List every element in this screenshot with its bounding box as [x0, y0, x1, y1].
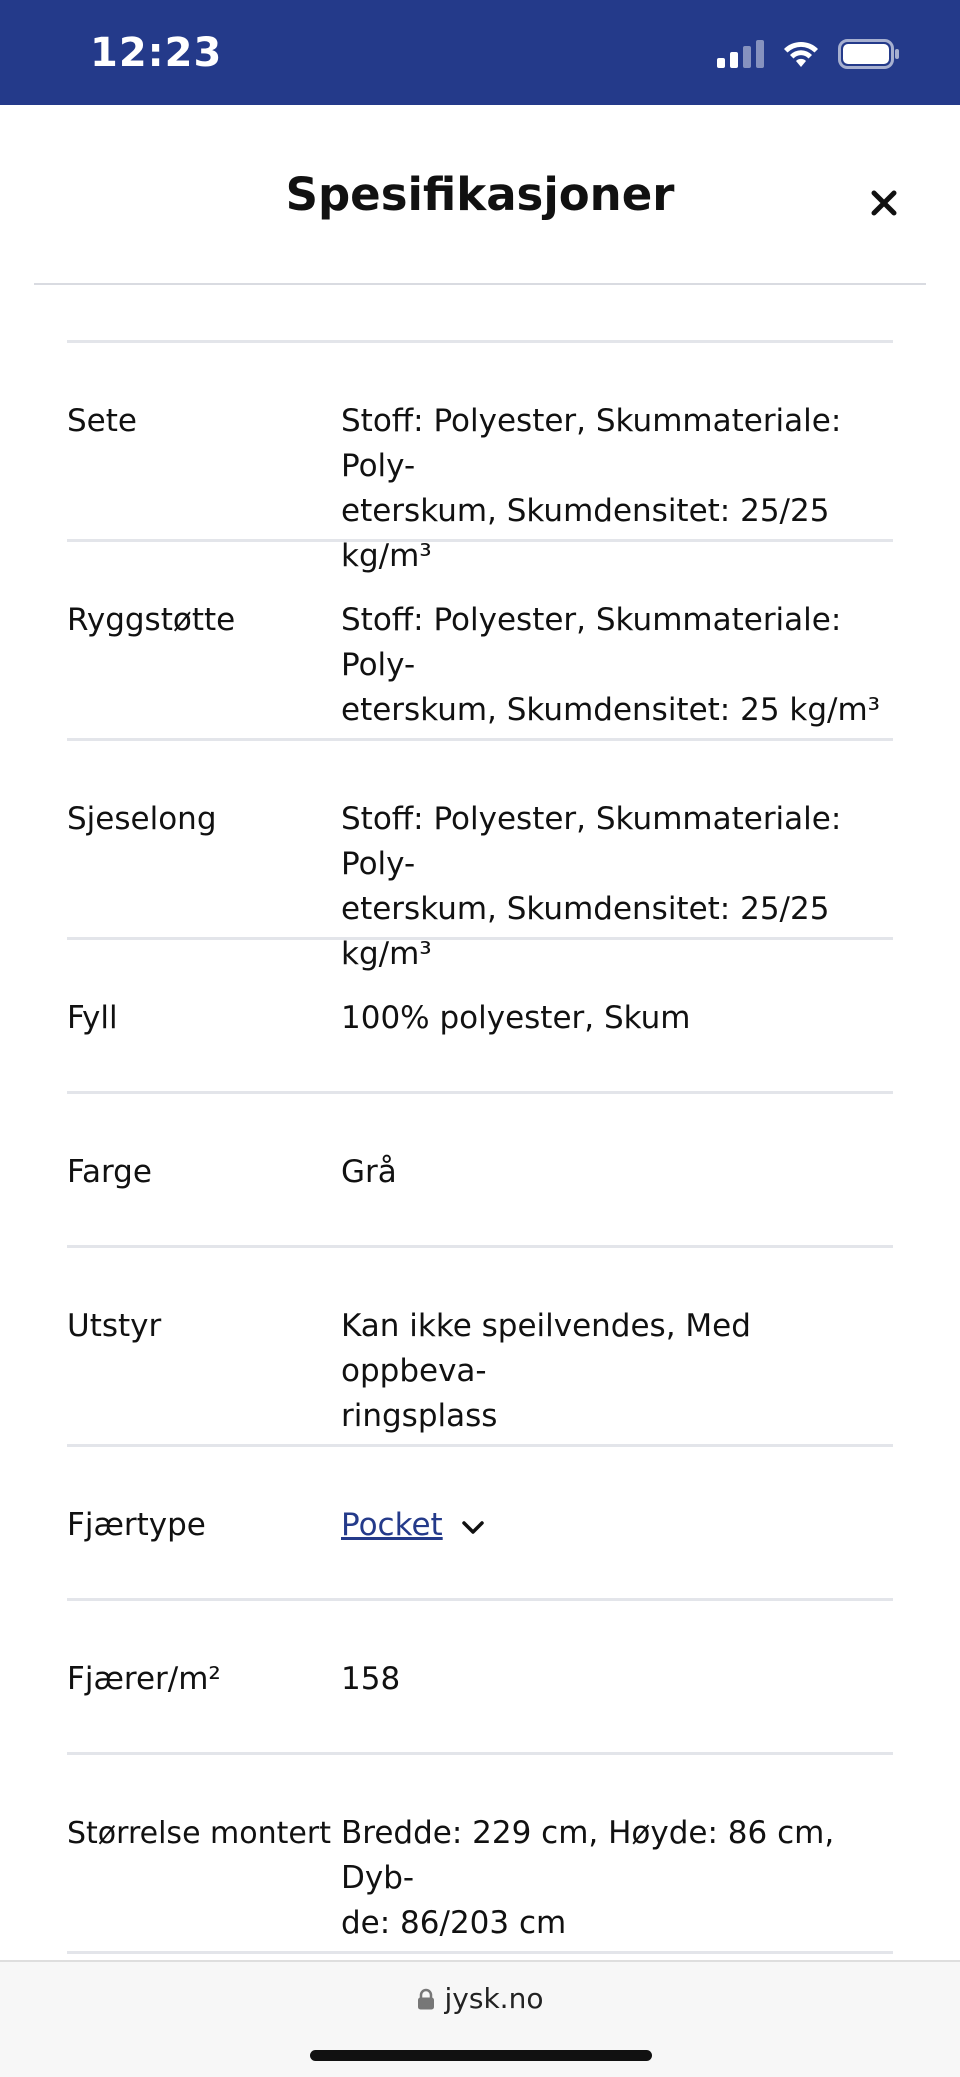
spec-value-line: Kan ikke speilvendes, Med oppbeva- [341, 1308, 751, 1389]
spec-row-sjeselong [67, 741, 893, 972]
spec-value-line: Stoff: Polyester, Skummateriale: Poly- [341, 403, 842, 484]
spec-value-line: Bredde: 229 cm, Høyde: 86 cm, Dyb- [341, 1815, 835, 1896]
home-indicator[interactable] [310, 2050, 652, 2061]
spec-value [341, 1304, 893, 1444]
pocket-link[interactable]: Pocket [341, 1507, 443, 1543]
spec-label: Sete [67, 403, 137, 439]
spec-row-storrelse [67, 1755, 893, 1951]
status-bar [0, 0, 960, 105]
spec-list [67, 340, 893, 1954]
spec-row-ryggstotte [67, 542, 893, 738]
spec-row-farge [67, 1094, 893, 1245]
spec-value-line: Stoff: Polyester, Skummateriale: Poly- [341, 602, 842, 683]
spec-label: Utstyr [67, 1308, 162, 1344]
signal-icon [717, 40, 764, 68]
battery-icon [838, 39, 900, 69]
spec-label: Størrelse montert [67, 1816, 331, 1851]
status-icons [717, 38, 900, 70]
spec-value: 100% polyester, Skum [341, 1000, 691, 1036]
modal-header [34, 105, 926, 285]
spec-value-line: Stoff: Polyester, Skummateriale: Poly- [341, 801, 842, 882]
status-time: 12:23 [90, 30, 223, 76]
spec-value [341, 399, 893, 574]
spec-row-fjaerer [67, 1601, 893, 1752]
spec-label: Fjærer/m² [67, 1661, 221, 1697]
address-bar[interactable] [0, 1982, 960, 2015]
browser-bottom-bar [0, 1960, 960, 2077]
page-title: Spesifikasjoner [285, 168, 675, 221]
spec-label: Fyll [67, 1000, 118, 1036]
spec-row-fyll [67, 940, 893, 1091]
divider [67, 1951, 893, 1954]
spec-value-line: eterskum, Skumdensitet: 25/25 kg/m³ [341, 891, 830, 972]
spec-value-line: eterskum, Skumdensitet: 25 kg/m³ [341, 692, 881, 728]
spec-label: Sjeselong [67, 801, 217, 837]
spec-value: Grå [341, 1154, 397, 1190]
spec-value-line: ringsplass [341, 1398, 498, 1434]
spec-value-line: de: 86/203 cm [341, 1905, 567, 1941]
spec-row-sete [67, 343, 893, 574]
spec-value [341, 1811, 893, 1951]
lock-icon [417, 1988, 435, 2010]
spec-value: 158 [341, 1661, 401, 1697]
wifi-icon [782, 39, 820, 69]
spec-value [341, 797, 893, 972]
spec-row-fjaertype [67, 1447, 893, 1598]
spec-value [341, 1503, 893, 1598]
close-icon[interactable] [862, 181, 906, 225]
spec-row-utstyr [67, 1248, 893, 1444]
spec-label: Fjærtype [67, 1507, 206, 1543]
spec-label: Farge [67, 1154, 152, 1190]
spec-value [341, 598, 893, 738]
spec-label: Ryggstøtte [67, 602, 236, 638]
spec-value-line: eterskum, Skumdensitet: 25/25 kg/m³ [341, 493, 830, 574]
url-text: jysk.no [444, 1982, 544, 2015]
chevron-down-icon[interactable] [459, 1517, 487, 1537]
